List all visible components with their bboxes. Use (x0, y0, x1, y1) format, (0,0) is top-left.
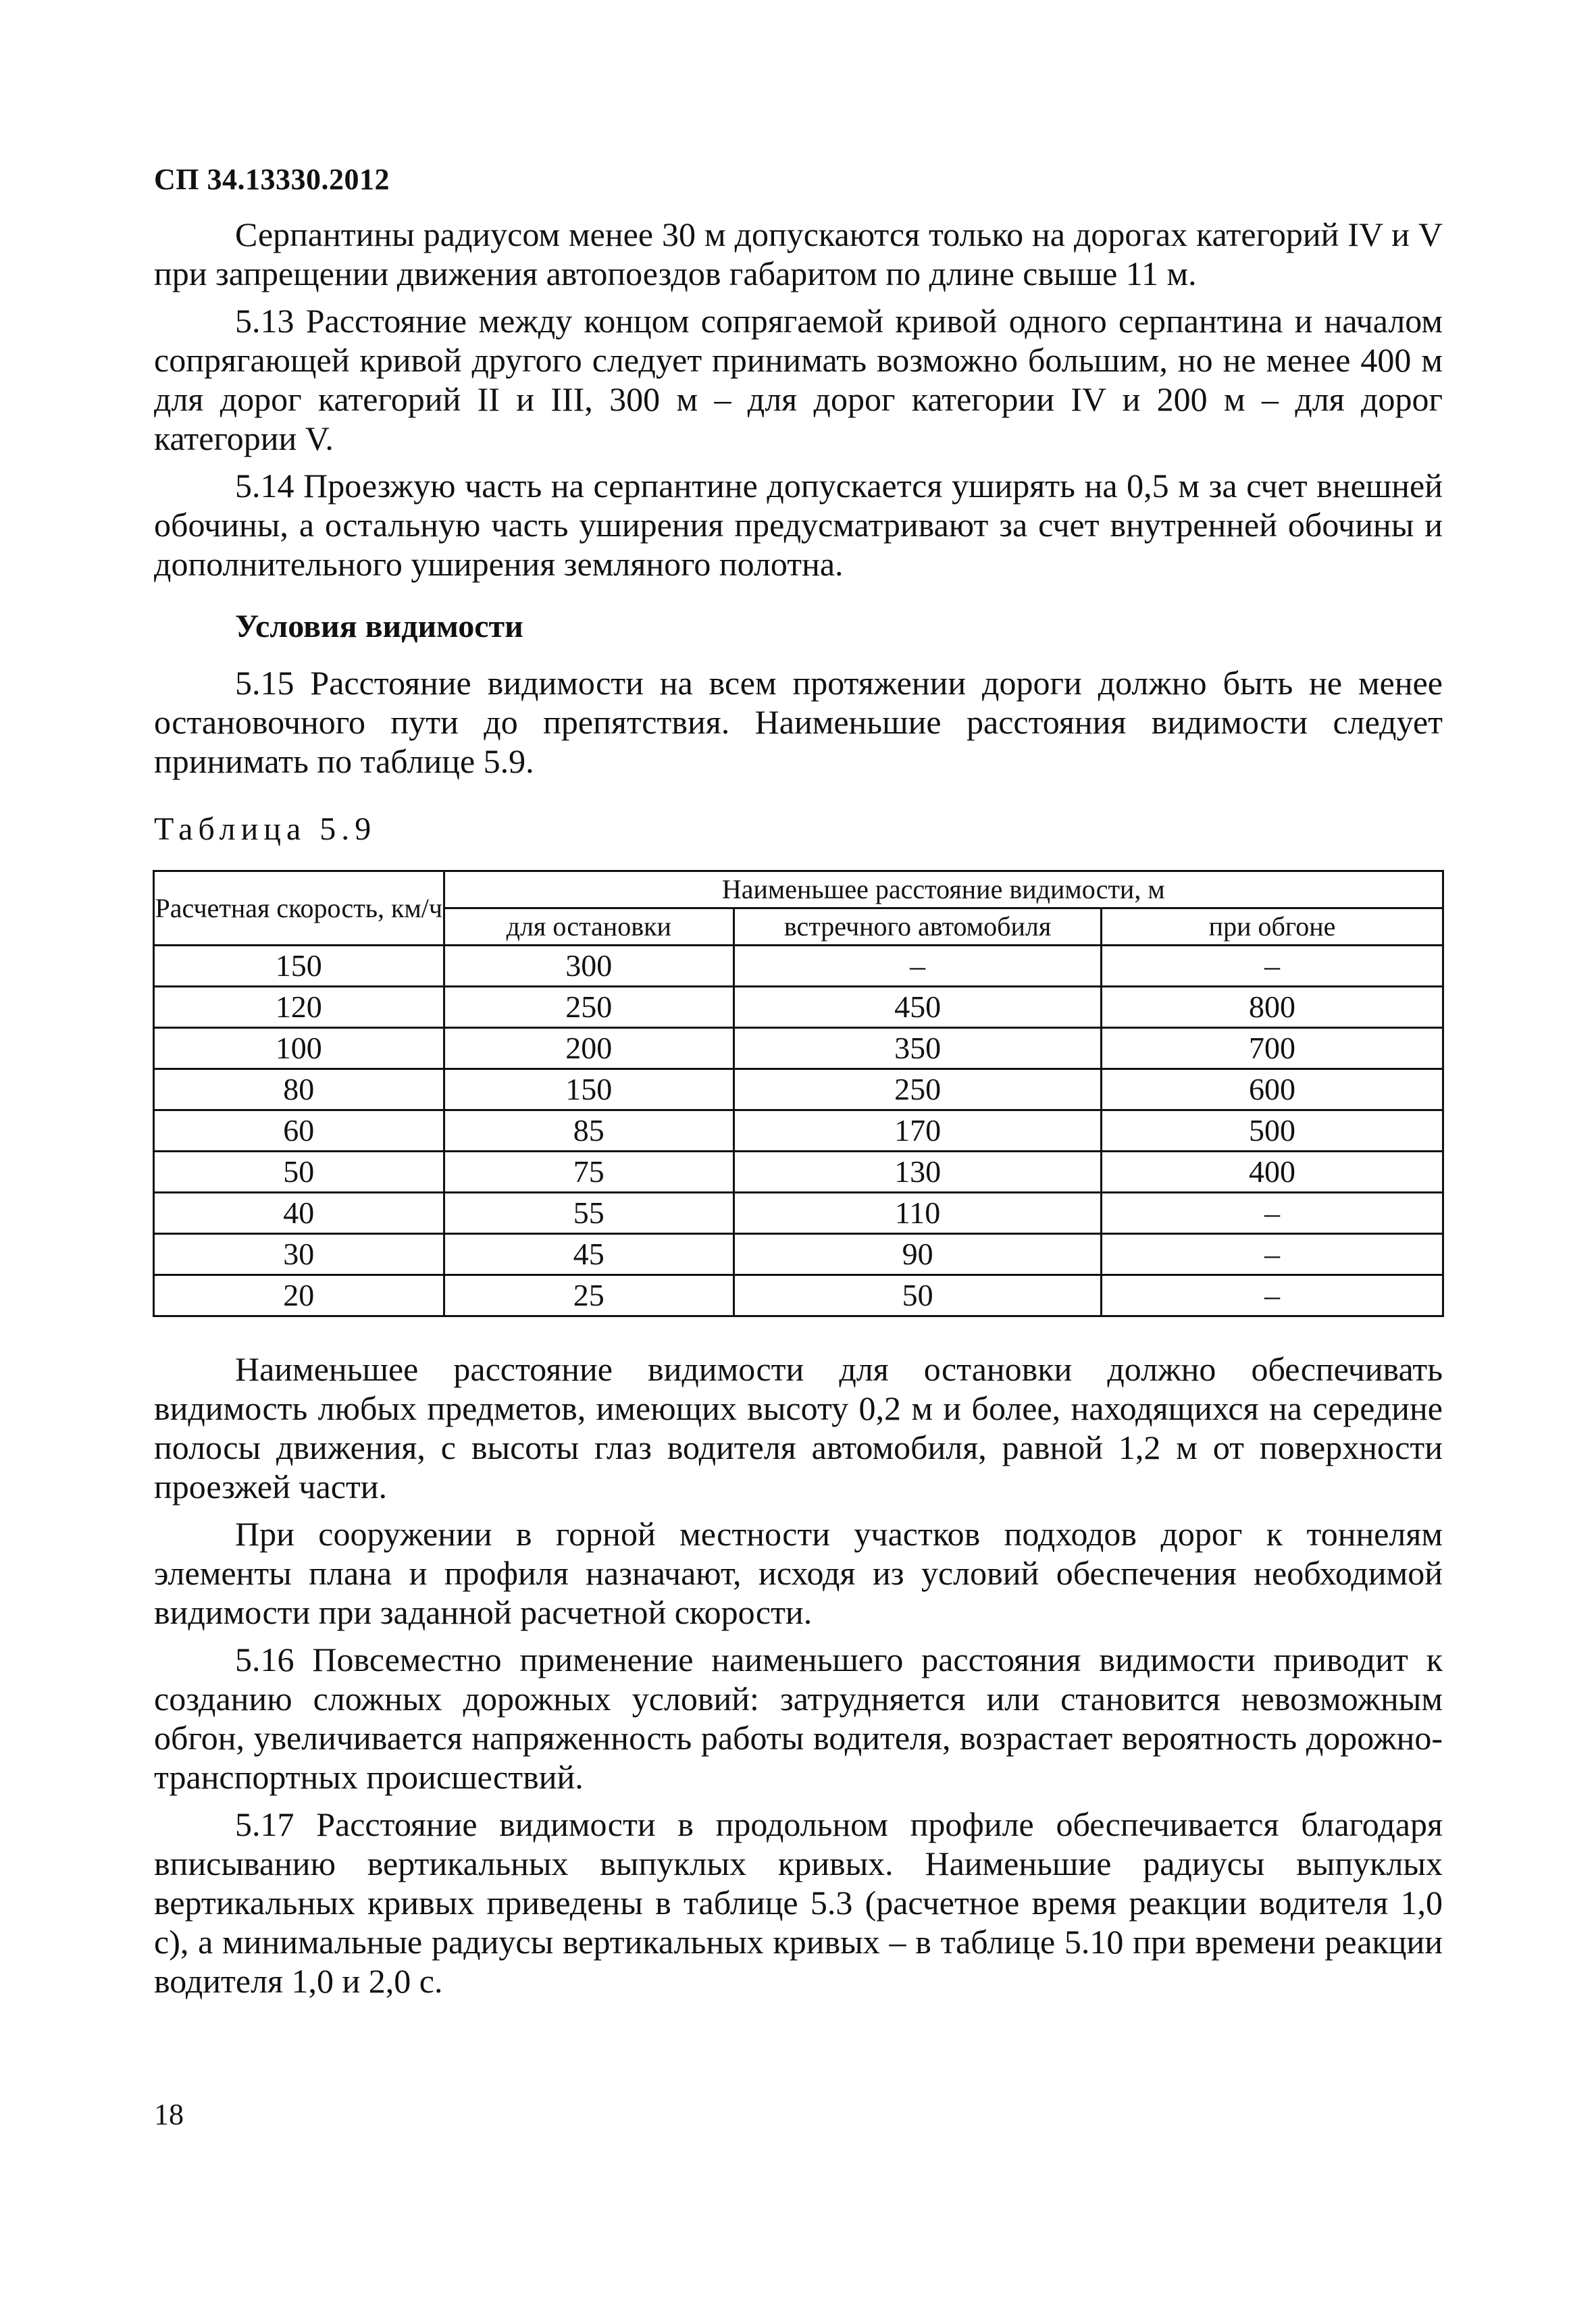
cell-oncoming: 130 (734, 1152, 1102, 1193)
table-row (154, 946, 1443, 987)
visibility-table (153, 870, 1444, 1317)
header-oncoming-vehicle: встречного автомобиля (734, 908, 1102, 946)
cell-speed: 150 (154, 946, 444, 987)
cell-stopping: 200 (444, 1028, 734, 1069)
bottom-text-block (154, 1349, 1443, 2009)
paragraph-5-17: 5.17 Расстояние видимости в продольном профиле обеспечивается благодаря вписыванию вертикальных выпуклых кривых. Наименьшие радиусы выпуклых вертикальных кривых приведены в таблице 5.3 (расчетное время реакции водителя 1,0 с), а минимальные радиусы вертикальных кривых – в таблице 5.10 при времени реакции водителя 1,0 и 2,0 с. (154, 1805, 1443, 2000)
header-design-speed: Расчетная скорость, км/ч (154, 871, 444, 946)
table-row (154, 1110, 1443, 1152)
cell-stopping: 150 (444, 1069, 734, 1110)
cell-overtaking: 500 (1102, 1110, 1443, 1152)
cell-stopping: 75 (444, 1152, 734, 1193)
cell-overtaking: – (1102, 1193, 1443, 1234)
paragraph-5-15: 5.15 Расстояние видимости на всем протяжении дороги должно быть не менее остановочного пути до препятствия. Наименьшие расстояния видимости следует принимать по таблице 5.9. (154, 664, 1443, 780)
cell-stopping: 250 (444, 987, 734, 1028)
table-row (154, 1028, 1443, 1069)
cell-speed: 120 (154, 987, 444, 1028)
cell-stopping: 45 (444, 1234, 734, 1275)
top-text-block (154, 215, 1443, 592)
header-overtaking: при обгоне (1102, 908, 1443, 946)
table-row (154, 1275, 1443, 1316)
cell-oncoming: 170 (734, 1110, 1102, 1152)
cell-oncoming: 450 (734, 987, 1102, 1028)
cell-speed: 60 (154, 1110, 444, 1152)
cell-stopping: 25 (444, 1275, 734, 1316)
cell-overtaking: 700 (1102, 1028, 1443, 1069)
cell-stopping: 300 (444, 946, 734, 987)
cell-overtaking: – (1102, 1275, 1443, 1316)
cell-oncoming: 110 (734, 1193, 1102, 1234)
cell-speed: 40 (154, 1193, 444, 1234)
paragraph-serpentine-radius: Серпантины радиусом менее 30 м допускаются только на дорогах категорий IV и V при запрещении движения автопоездов габаритом по длине свыше 11 м. (154, 215, 1443, 292)
cell-speed: 20 (154, 1275, 444, 1316)
table-row (154, 1234, 1443, 1275)
paragraph-5-14: 5.14 Проезжую часть на серпантине допускается уширять на 0,5 м за счет внешней обочины, а остальную часть уширения предусматривают за счет внутренней обочины и дополнительного уширения земляного полотна. (154, 467, 1443, 583)
cell-overtaking: – (1102, 1234, 1443, 1275)
document-code: СП 34.13330.2012 (154, 163, 390, 196)
cell-overtaking: 400 (1102, 1152, 1443, 1193)
cell-stopping: 55 (444, 1193, 734, 1234)
section-heading: Условия видимости (235, 609, 523, 644)
cell-oncoming: 90 (734, 1234, 1102, 1275)
page-number: 18 (154, 2098, 184, 2131)
paragraph-stopping-visibility: Наименьшее расстояние видимости для остановки должно обеспечивать видимость любых предметов, имеющих высоту 0,2 м и более, находящихся на середине полосы движения, с высоты глаз водителя автомобиля, равной 1,2 м от поверхности проезжей части. (154, 1350, 1443, 1506)
paragraph-mountain-tunnels: При сооружении в горной местности участков подходов дорог к тоннелям элементы плана и профиля назначают, исходя из условий обеспечения необходимой видимости при заданной расчетной скорости. (154, 1515, 1443, 1631)
cell-stopping: 85 (444, 1110, 734, 1152)
paragraph-5-16: 5.16 Повсеместно применение наименьшего расстояния видимости приводит к созданию сложных дорожных условий: затрудняется или становится невозможным обгон, увеличивается напряженность работы водителя, возрастает вероятность дорожно-транспортных происшествий. (154, 1641, 1443, 1796)
cell-oncoming: 50 (734, 1275, 1102, 1316)
table-caption: Таблица 5.9 (154, 811, 377, 847)
cell-oncoming: 250 (734, 1069, 1102, 1110)
paragraph-5-13: 5.13 Расстояние между концом сопрягаемой кривой одного серпантина и началом сопрягающей кривой другого следует принимать возможно большим, но не менее 400 м для дорог категорий II и III, 300 м – для дорог категории IV и 200 м – для дорог категории V. (154, 302, 1443, 457)
table-row (154, 1069, 1443, 1110)
cell-overtaking: 800 (1102, 987, 1443, 1028)
cell-oncoming: – (734, 946, 1102, 987)
table-row (154, 987, 1443, 1028)
header-min-visibility: Наименьшее расстояние видимости, м (444, 871, 1443, 908)
cell-speed: 80 (154, 1069, 444, 1110)
header-for-stopping: для остановки (444, 908, 734, 946)
paragraph-5-15-block (154, 663, 1443, 789)
table-row (154, 1152, 1443, 1193)
table-row (154, 1193, 1443, 1234)
cell-speed: 30 (154, 1234, 444, 1275)
cell-oncoming: 350 (734, 1028, 1102, 1069)
cell-speed: 50 (154, 1152, 444, 1193)
cell-overtaking: 600 (1102, 1069, 1443, 1110)
cell-speed: 100 (154, 1028, 444, 1069)
cell-overtaking: – (1102, 946, 1443, 987)
